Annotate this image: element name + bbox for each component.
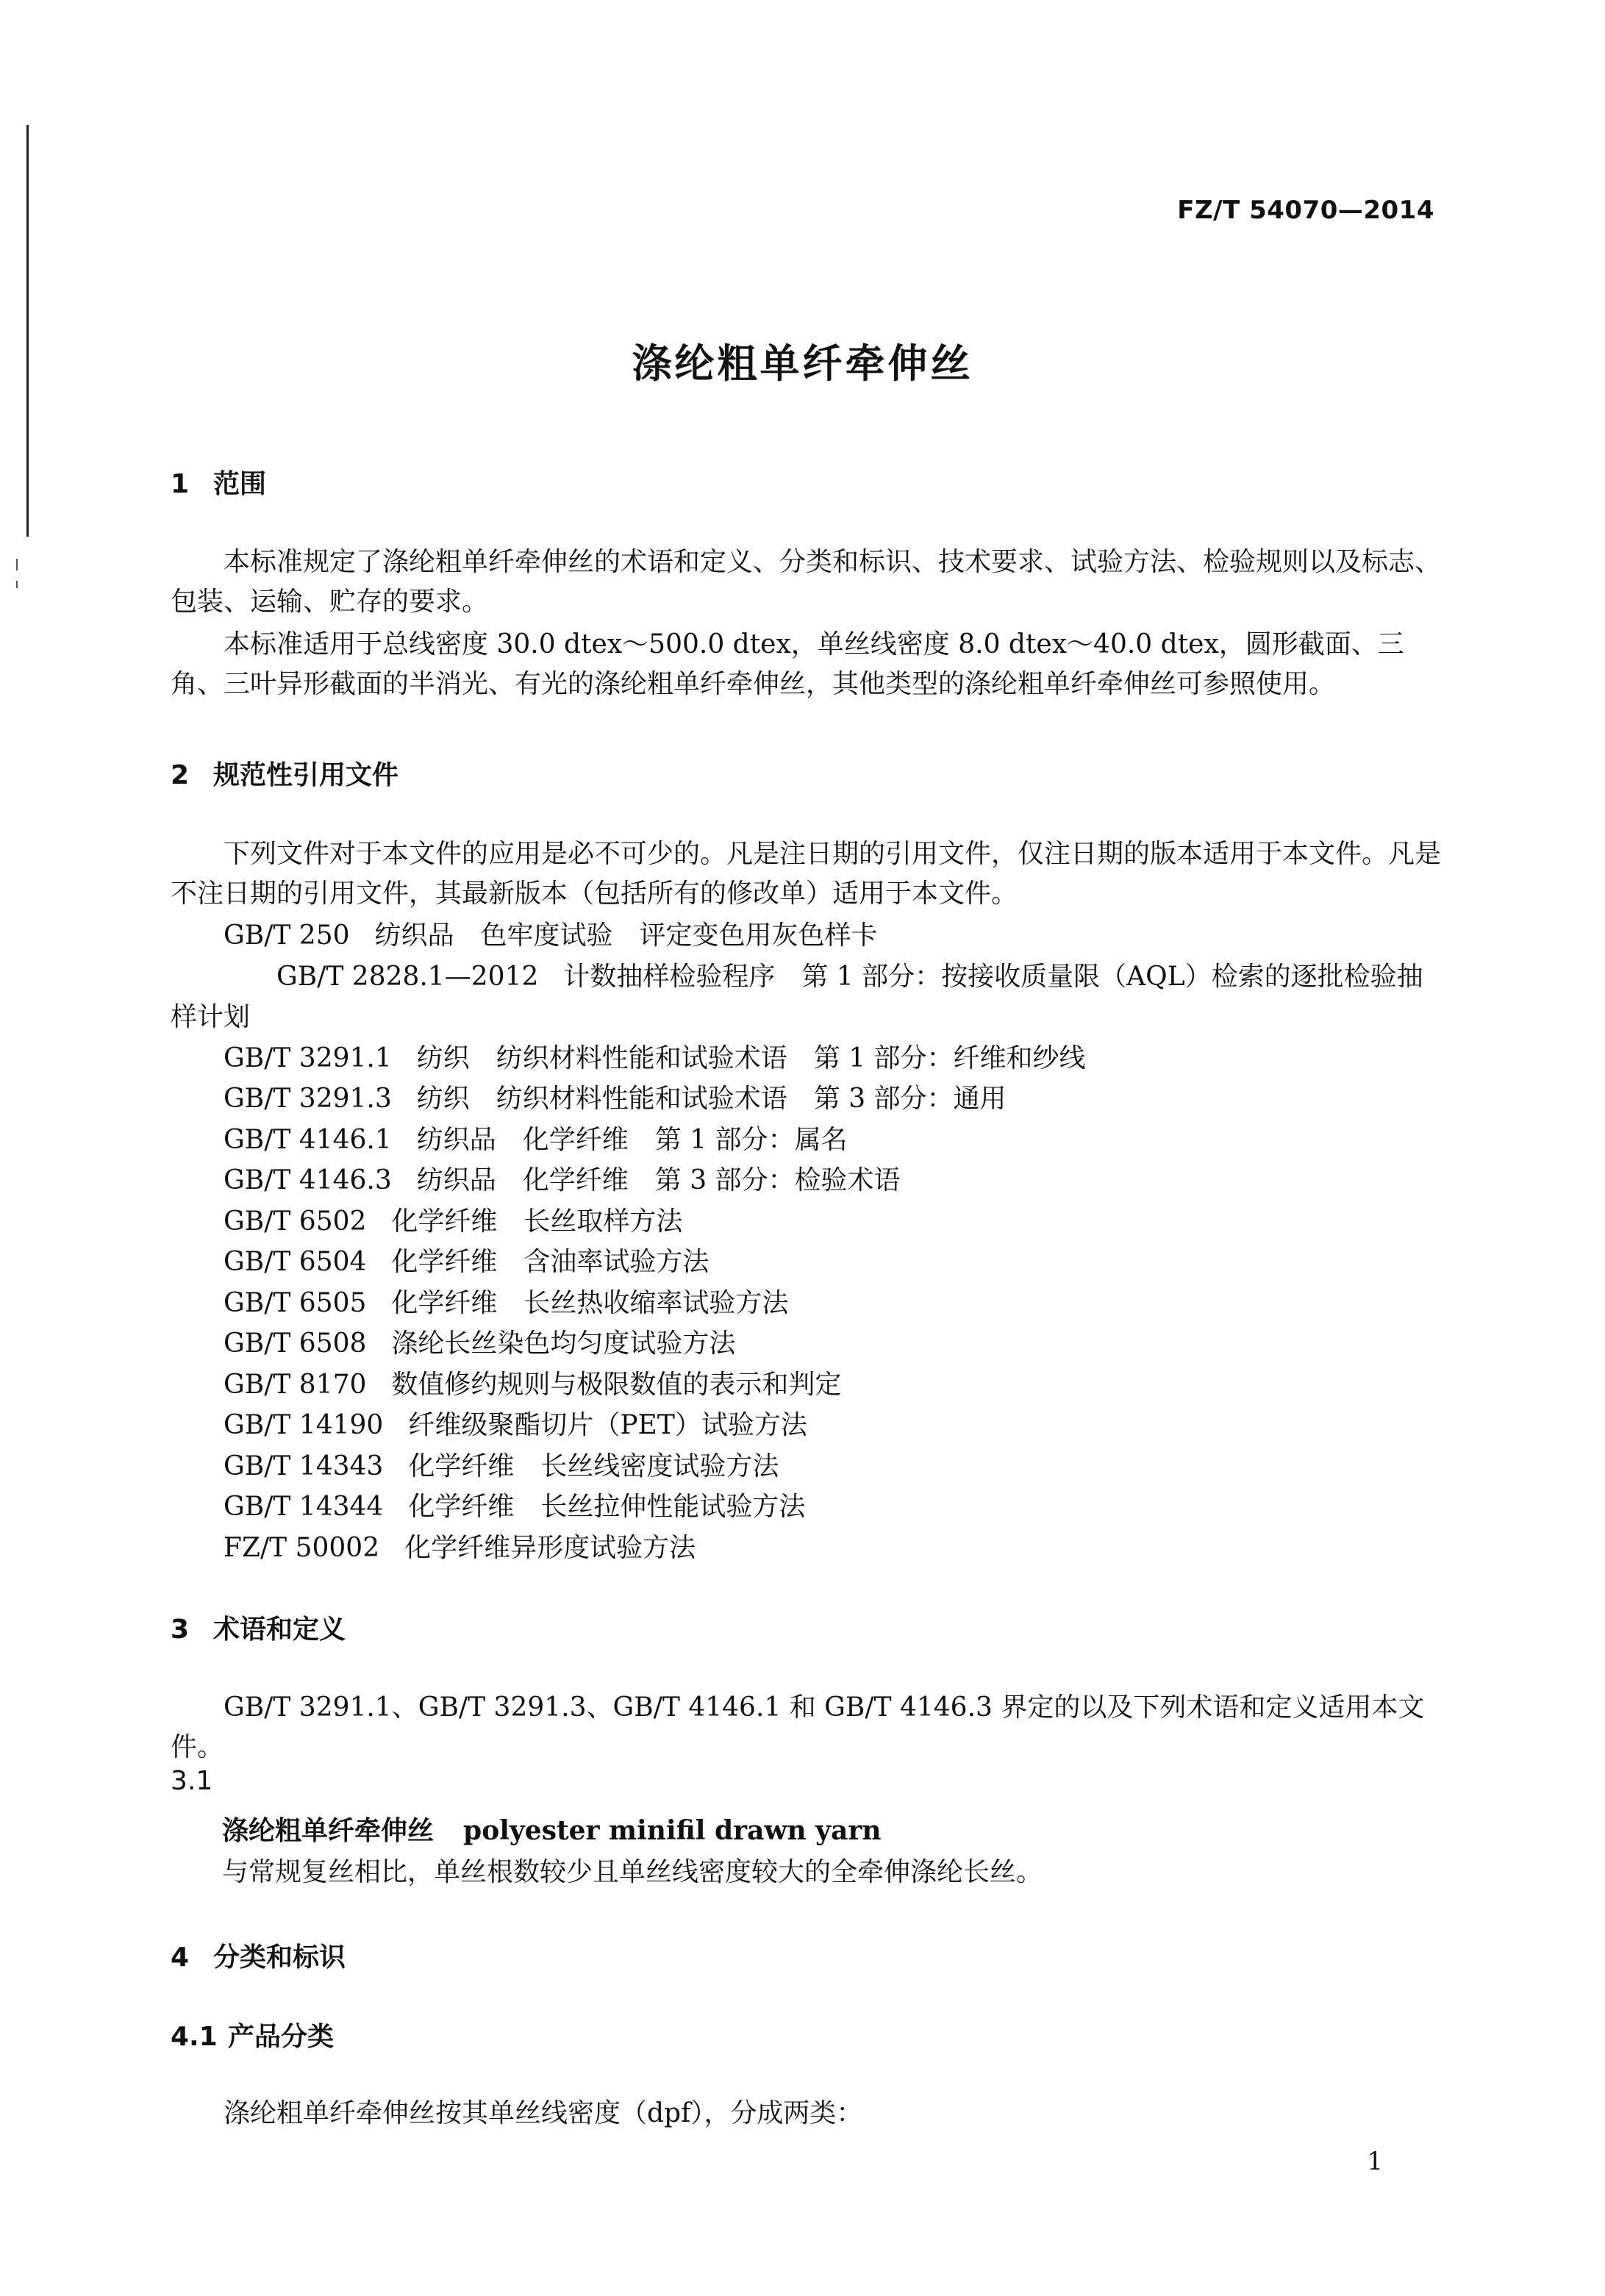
reference-title: 纺织品 化学纤维 第 1 部分：属名 — [416, 1124, 848, 1155]
reference-title: 化学纤维 含油率试验方法 — [391, 1247, 709, 1277]
reference-title: 数值修约规则与极限数值的表示和判定 — [391, 1369, 842, 1400]
reference-code: GB/T 8170 — [224, 1369, 367, 1400]
reference-code: GB/T 6505 — [224, 1287, 367, 1318]
term-name-zh: 涤纶粗单纤牵伸丝 — [222, 1816, 435, 1846]
reference-code: GB/T 6508 — [224, 1328, 367, 1359]
section-number: 1 — [171, 469, 190, 499]
section-4-heading — [171, 1936, 346, 1974]
reference-item — [224, 915, 1444, 956]
reference-code: GB/T 2828.1—2012 — [276, 961, 539, 992]
section-4-1-text: 涤纶粗单纤牵伸丝按其单丝线密度（dpf），分成两类： — [224, 2098, 863, 2128]
binding-mark — [16, 581, 18, 588]
reference-title: 化学纤维 长丝热收缩率试验方法 — [391, 1287, 789, 1318]
section-title: 术语和定义 — [213, 1614, 346, 1645]
reference-code: FZ/T 50002 — [224, 1532, 380, 1563]
reference-item — [224, 1446, 1444, 1487]
reference-item — [224, 1160, 1444, 1201]
document-title: 涤纶粗单纤牵伸丝 — [632, 340, 973, 387]
reference-title: 纤维级聚酯切片（PET）试验方法 — [408, 1410, 807, 1440]
binding-edge-line — [26, 125, 29, 537]
reference-code: GB/T 250 — [224, 920, 350, 951]
reference-title: 纺织 纺织材料性能和试验术语 第 3 部分：通用 — [416, 1084, 1007, 1114]
reference-title: 涤纶长丝染色均匀度试验方法 — [391, 1328, 736, 1359]
term-name — [222, 1810, 882, 1848]
reference-item — [224, 1528, 1444, 1569]
reference-title: 计数抽样检验程序 第 1 部分：按接收质量限（AQL）检索的逐批检验抽样计划 — [171, 961, 1423, 1032]
subsection-number: 4.1 — [171, 2022, 218, 2052]
reference-item — [224, 1201, 1444, 1242]
section-1-paragraph-2: 本标准适用于总线密度 30.0 dtex～500.0 dtex，单丝线密度 8.0 dtex～40.0 dtex，圆形截面、三角、三叶异形截面的半消光、有光的涤纶粗单纤牵伸丝，其他类型的涤纶粗单纤牵伸丝可参照使用。 — [171, 629, 1404, 699]
section-number: 2 — [171, 760, 190, 790]
section-title: 分类和标识 — [213, 1942, 346, 1973]
section-1-heading — [171, 463, 266, 501]
section-3-heading — [171, 1609, 346, 1646]
reference-item — [224, 1242, 1444, 1283]
reference-title: 纺织品 色牢度试验 评定变色用灰色样卡 — [374, 920, 878, 951]
section-number: 3 — [171, 1614, 190, 1645]
reference-item — [224, 1323, 1444, 1365]
reference-code: GB/T 6504 — [224, 1247, 367, 1277]
reference-item — [224, 1038, 1444, 1079]
subsection-title: 产品分类 — [228, 2022, 335, 2052]
term-definition: 与常规复丝相比，单丝根数较少且单丝线密度较大的全牵伸涤纶长丝。 — [222, 1857, 1043, 1887]
section-4-1-heading — [171, 2016, 334, 2053]
reference-code: GB/T 3291.3 — [224, 1084, 392, 1114]
reference-code: GB/T 4146.1 — [224, 1124, 392, 1155]
reference-code: GB/T 14343 — [224, 1451, 384, 1481]
section-1-paragraph-1: 本标准规定了涤纶粗单纤牵伸丝的术语和定义、分类和标识、技术要求、试验方法、检验规则以及标志、包装、运输、贮存的要求。 — [171, 547, 1442, 617]
reference-item — [224, 1079, 1444, 1120]
reference-title: 化学纤维 长丝线密度试验方法 — [408, 1451, 779, 1481]
reference-item — [224, 1487, 1444, 1528]
reference-item — [224, 1365, 1444, 1406]
page-number: 1 — [1367, 2147, 1383, 2176]
reference-code: GB/T 3291.1 — [224, 1043, 392, 1073]
reference-code: GB/T 14190 — [224, 1410, 384, 1440]
section-3-intro: GB/T 3291.1、GB/T 3291.3、GB/T 4146.1 和 GB/T 4146.3 界定的以及下列术语和定义适用本文件。 — [171, 1692, 1425, 1762]
term-name-en: polyester minifil drawn yarn — [463, 1815, 882, 1846]
reference-title: 纺织 纺织材料性能和试验术语 第 1 部分：纤维和纱线 — [416, 1043, 1086, 1073]
section-title: 规范性引用文件 — [213, 760, 399, 790]
reference-item — [224, 1120, 1444, 1161]
section-number: 4 — [171, 1942, 190, 1973]
normative-reference-list — [171, 915, 1444, 1568]
binding-mark — [16, 559, 18, 571]
reference-item — [224, 1283, 1444, 1324]
reference-title: 化学纤维 长丝取样方法 — [391, 1206, 683, 1237]
reference-code: GB/T 6502 — [224, 1206, 367, 1237]
reference-title: 化学纤维 长丝拉伸性能试验方法 — [408, 1492, 806, 1522]
reference-code: GB/T 4146.3 — [224, 1165, 392, 1195]
reference-item — [171, 956, 1444, 1038]
section-2-heading — [171, 754, 398, 792]
reference-title: 化学纤维异形度试验方法 — [404, 1532, 696, 1563]
standard-code: FZ/T 54070—2014 — [1177, 196, 1434, 225]
section-2-intro: 下列文件对于本文件的应用是必不可少的。凡是注日期的引用文件，仅注日期的版本适用于本文件。凡是不注日期的引用文件，其最新版本（包括所有的修改单）适用于本文件。 — [171, 839, 1442, 909]
term-number: 3.1 — [171, 1766, 213, 1796]
reference-title: 纺织品 化学纤维 第 3 部分：检验术语 — [416, 1165, 901, 1195]
reference-code: GB/T 14344 — [224, 1492, 384, 1522]
reference-item — [224, 1405, 1444, 1446]
section-title: 范围 — [213, 469, 267, 499]
